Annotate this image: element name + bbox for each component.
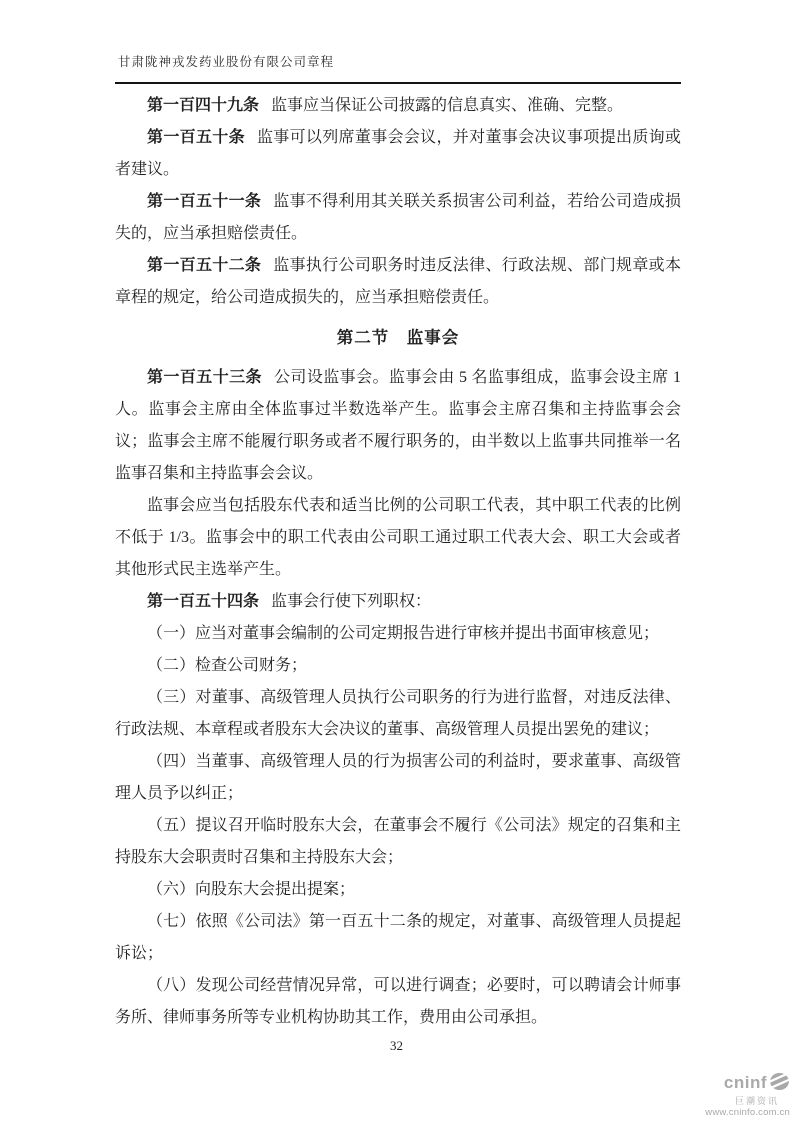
article-number: 第一百五十四条 [147,593,260,610]
article-153-paragraph [115,362,681,490]
power-item-5: （五）提议召开临时股东大会，在董事会不履行《公司法》规定的召集和主持股东大会职责时召集和主持股东大会； [115,817,681,866]
section-2-heading: 第二节 监事会 [336,328,460,347]
power-item-7: （七）依照《公司法》第一百五十二条的规定，对董事、高级管理人员提起诉讼； [115,913,681,962]
article-150-paragraph [115,122,681,186]
power-item-4: （四）当董事、高级管理人员的行为损害公司的利益时，要求董事、高级管理人员予以纠正； [115,753,681,802]
power-item-3: （三）对董事、高级管理人员执行公司职务的行为进行监督，对违反法律、行政法规、本章程或者股东大会决议的董事、高级管理人员提出罢免的建议； [115,689,681,738]
article-152-paragraph [115,250,681,314]
power-item-2: （二）检查公司财务； [147,657,308,674]
document-body [115,90,681,1034]
article-number: 第一百五十条 [147,129,245,146]
article-text: 公司设监事会。监事会由 5 名监事组成，监事会设主席 1 人。监事会主席由全体监事过半数选举产生。监事会主席召集和主持监事会会议；监事会主席不能履行职务或者不履行职务的，由半数以上监事共同推举一名监事召集和主持监事会会议。 [115,369,681,482]
cninfo-swirl-icon [769,1072,790,1096]
article-text: 监事可以列席董事会会议，并对董事会决议事项提出质询或者建议。 [115,129,681,178]
cninfo-logo [700,1072,790,1119]
article-number: 第一百五十二条 [147,257,262,274]
power-item-1: （一）应当对董事会编制的公司定期报告进行审核并提出书面审核意见； [147,625,660,642]
article-151-paragraph [115,186,681,250]
power-item-6: （六）向股东大会提出提案； [147,881,356,898]
article-text: 监事不得利用其关联关系损害公司利益，若给公司造成损失的，应当承担赔偿责任。 [115,193,681,242]
article-text: 监事执行公司职务时违反法律、行政法规、部门规章或本章程的规定，给公司造成损失的，应当承担赔偿责任。 [115,257,681,306]
cninfo-logo-row [700,1072,790,1096]
cninfo-brand-text: cninf [723,1073,767,1093]
page-number: 32 [390,1038,403,1053]
article-154-paragraph [115,586,681,618]
cninfo-url-text: www.cninfo.com.cn [705,1107,790,1119]
article-number: 第一百五十一条 [147,193,262,210]
article-text: 监事应当保证公司披露的信息真实、准确、完整。 [271,97,624,114]
article-149-paragraph [115,90,681,122]
document-header-title: 甘肃陇神戎发药业股份有限公司章程 [118,55,335,69]
header-divider [115,82,681,84]
cninfo-chinese-name: 巨潮资讯 [734,1095,779,1106]
supervisory-board-composition-paragraph: 监事会应当包括股东代表和适当比例的公司职工代表，其中职工代表的比例不低于 1/3。监事会中的职工代表由公司职工通过职工代表大会、职工大会或者其他形式民主选举产生。 [115,497,681,578]
article-number: 第一百四十九条 [147,97,260,114]
article-text: 监事会行使下列职权： [271,593,432,610]
power-item-8: （八）发现公司经营情况异常，可以进行调查；必要时，可以聘请会计师事务所、律师事务所等专业机构协助其工作，费用由公司承担。 [115,977,681,1026]
article-number: 第一百五十三条 [147,369,262,386]
